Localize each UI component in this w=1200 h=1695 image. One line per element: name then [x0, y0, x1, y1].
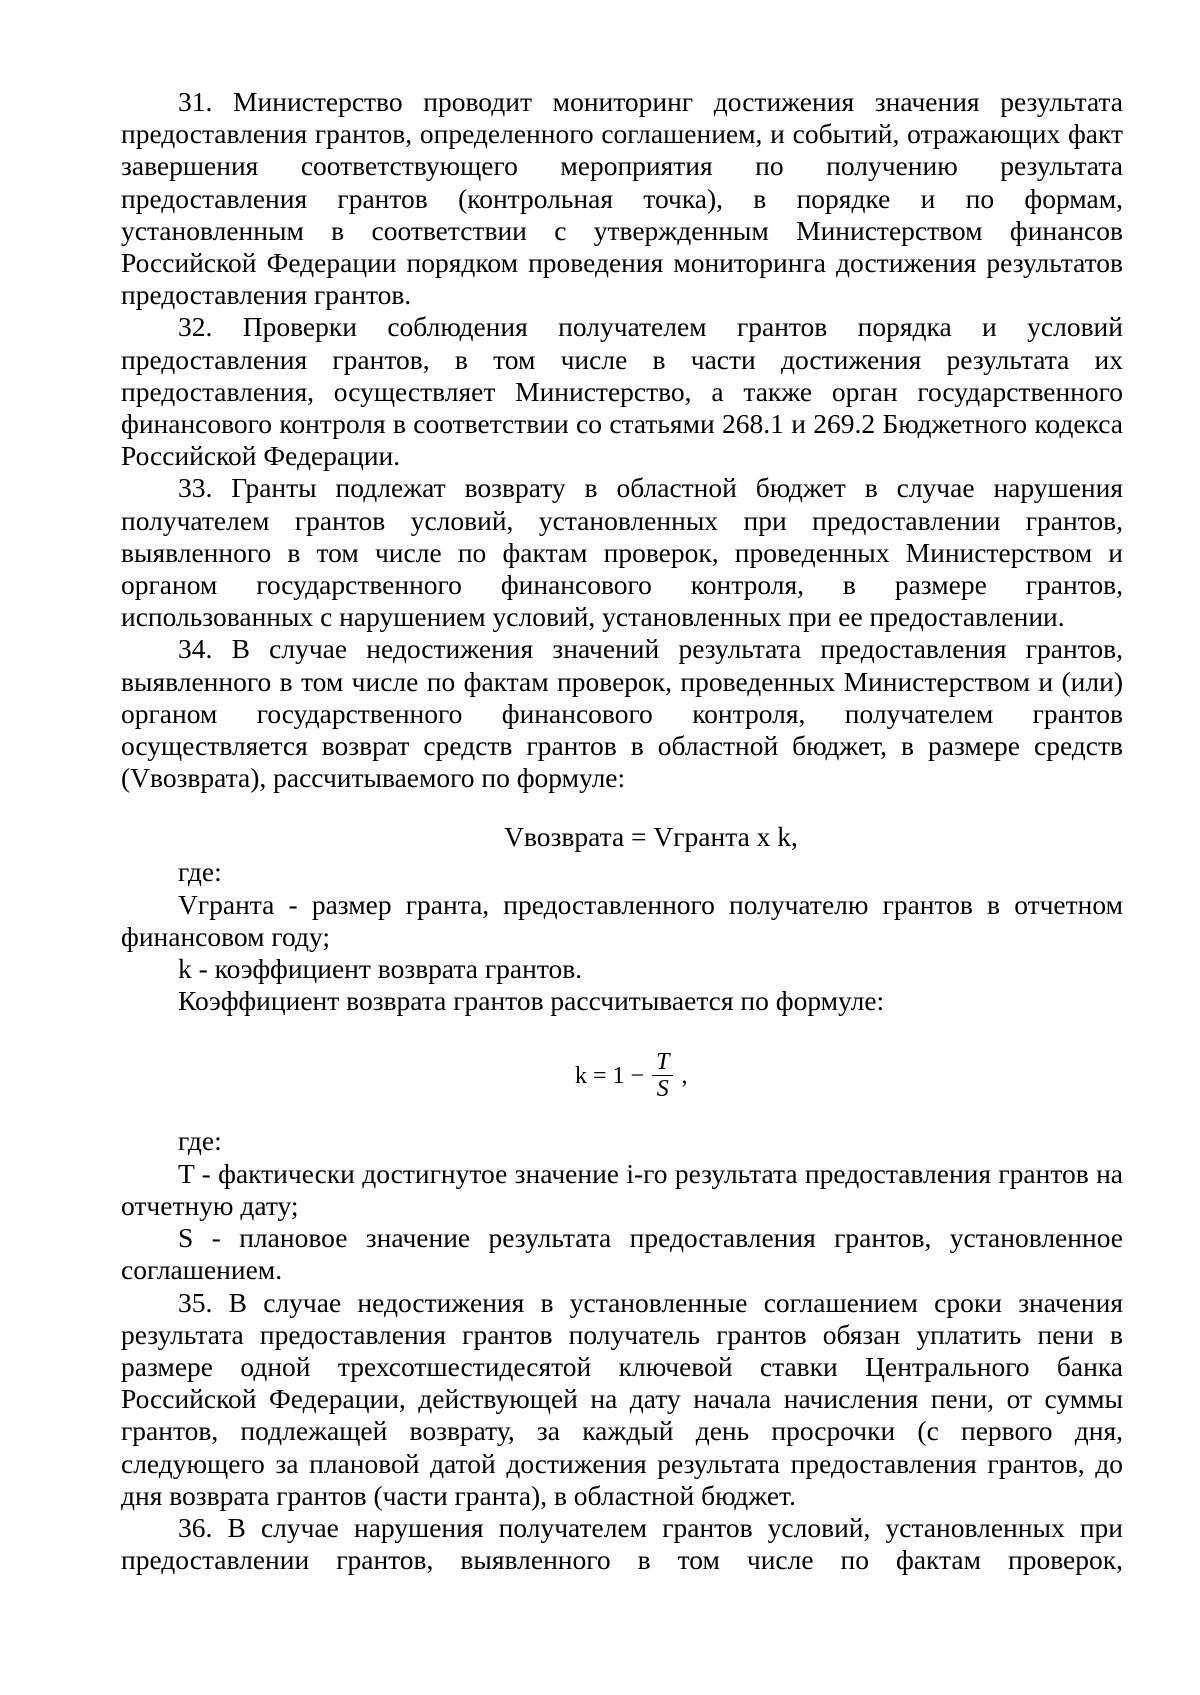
- definition-s: S - плановое значение результата предоставления грантов, установленное соглашением.: [121, 1222, 1123, 1286]
- formula-comma: ,: [681, 1062, 688, 1089]
- formula-coefficient-expression: [575, 1049, 687, 1102]
- formula-fraction: [652, 1049, 673, 1102]
- paragraph-32: 32. Проверки соблюдения получателем грантов порядка и условий предоставления грантов, в том числе в части достижения результата их предоставления, осуществляет Министерство, а также орган государственного финансового контроля в соответствии со статьями 268.1 и 269.2 Бюджетного кодекса Российской Федерации.: [121, 311, 1123, 472]
- document-body: [121, 86, 1123, 1576]
- fraction-numerator: T: [652, 1049, 673, 1076]
- formula-coefficient: [121, 1033, 1123, 1125]
- definition-vgranta: Vгранта - размер гранта, предоставленного получателю грантов в отчетном финансовом году;: [121, 888, 1123, 952]
- paragraph-36: 36. В случае нарушения получателем грантов условий, установленных при предоставлении грантов, выявленного в том числе по фактам проверок,: [121, 1511, 1123, 1576]
- definition-t: T - фактически достигнутое значение i-го результата предоставления грантов на отчетную дату;: [121, 1157, 1123, 1221]
- fraction-denominator: S: [656, 1076, 669, 1103]
- paragraph-35: 35. В случае недостижения в установленные соглашением сроки значения результата предоставления грантов получатель грантов обязан уплатить пени в размере одной трехсотшестидесятой ключевой ставки Центрального банка Российской Федерации, действующей на дату начала начисления пени, от суммы грантов, подлежащей возврату, за каждый день просрочки (с первого дня, следующего за плановой датой достижения результата предоставления грантов, до дня возврата грантов (части гранта), в областной бюджет.: [121, 1286, 1123, 1511]
- formula-return-amount: Vвозврата = Vгранта x k,: [504, 821, 798, 853]
- paragraph-34: 34. В случае недостижения значений результата предоставления грантов, выявленного в том числе по фактам проверок, проведенных Министерством и (или) органом государственного финансового контроля, получателем грантов осуществляется возврат средств грантов в областной бюджет, в размере средств (Vвозврата), рассчитываемого по формуле:: [121, 633, 1123, 794]
- where-label-2: где:: [178, 1125, 222, 1157]
- definition-k: k - коэффициент возврата грантов.: [178, 953, 583, 985]
- where-label-1: где:: [178, 856, 222, 888]
- coefficient-intro: Коэффициент возврата грантов рассчитывается по формуле:: [178, 985, 885, 1017]
- formula-coefficient-left: k = 1 −: [575, 1062, 645, 1089]
- paragraph-33: 33. Гранты подлежат возврату в областной бюджет в случае нарушения получателем грантов условий, установленных при предоставлении грантов, выявленного в том числе по фактам проверок, проведенных Министерством и органом государственного финансового контроля, в размере грантов, использованных с нарушением условий, установленных при ее предоставлении.: [121, 472, 1123, 633]
- paragraph-31: 31. Министерство проводит мониторинг достижения значения результата предоставления грантов, определенного соглашением, и событий, отражающих факт завершения соответствующего мероприятия по получению результата предоставления грантов (контрольная точка), в порядке и по формам, установленным в соответствии с утвержденным Министерством финансов Российской Федерации порядком проведения мониторинга достижения результатов предоставления грантов.: [121, 86, 1123, 311]
